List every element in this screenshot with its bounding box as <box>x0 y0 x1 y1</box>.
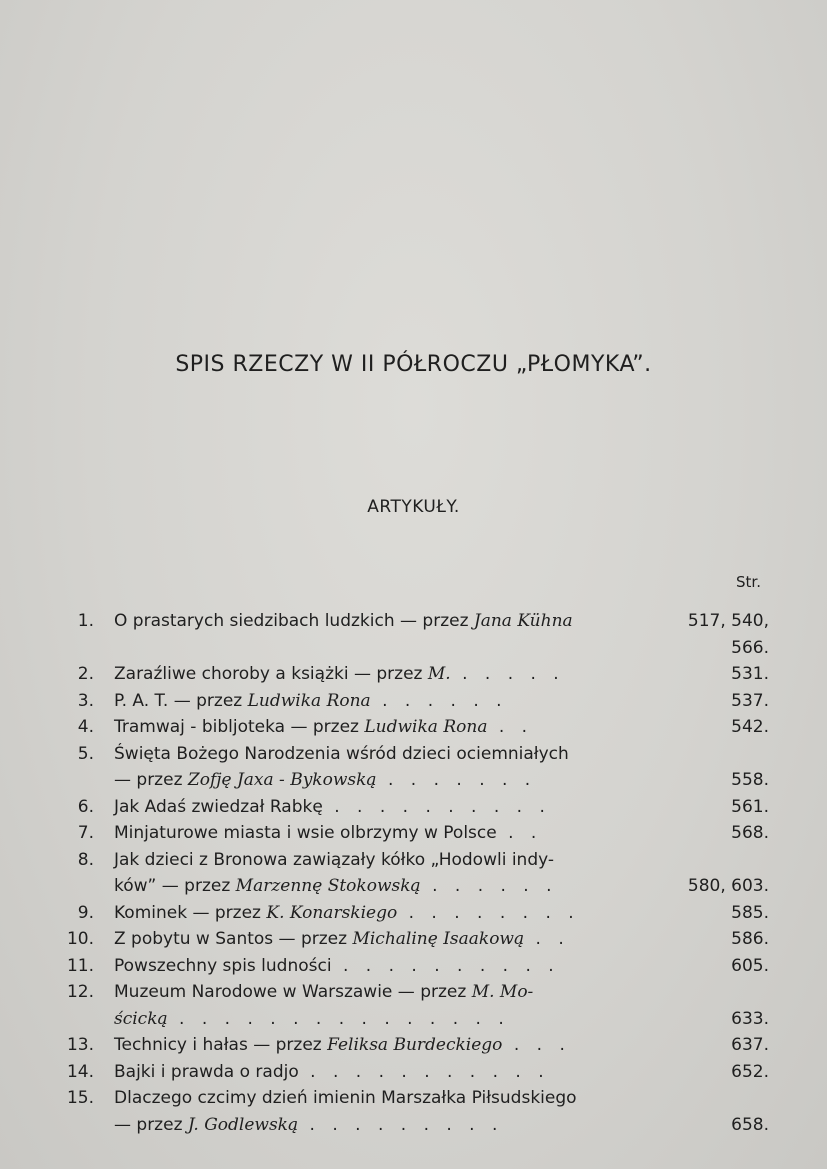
toc-line <box>0 979 827 1006</box>
entry-text <box>114 767 536 794</box>
toc-line <box>0 847 827 874</box>
entry-title: Bajki i prawda o radjo <box>114 1061 299 1082</box>
entry-title: Technicy i hałas — przez <box>114 1035 328 1055</box>
entry-title: Kominek — przez <box>114 902 267 923</box>
entry-pages: 585. <box>731 902 769 923</box>
entry-text <box>114 688 508 715</box>
section-heading: ARTYKUŁY. <box>367 497 460 517</box>
entry-text <box>114 1112 503 1139</box>
entry-author: Michalinę Isaakową <box>352 929 525 949</box>
entry-author: M. <box>427 664 451 684</box>
entry-number: 12. <box>66 982 94 1002</box>
entry-title: P. A. T. — przez <box>114 690 248 711</box>
entry-author: Marzennę Stokowską <box>235 876 421 896</box>
toc-line <box>0 1112 827 1139</box>
page-column-label: Str. <box>736 573 761 591</box>
entry-number: 9. <box>77 902 94 923</box>
entry-pages: 542. <box>731 717 769 737</box>
entry-title: Z pobytu w Santos — przez <box>114 929 353 949</box>
entry-pages: 537. <box>731 690 769 711</box>
entry-title: Jak Adaś zwiedzał Rabkę <box>114 796 323 817</box>
entry-title: Dlaczego czcimy dzień imienin Marszałka Piłsudskiego <box>114 1088 577 1108</box>
entry-pages: 658. <box>731 1114 769 1135</box>
entry-author: K. Konarskiego <box>266 902 398 923</box>
entry-text <box>114 900 580 927</box>
leader-dots: . . . . . . . . . . <box>322 796 551 817</box>
entry-text <box>114 1059 550 1086</box>
entry-pages: 637. <box>731 1035 769 1055</box>
entry-text <box>114 847 554 874</box>
entry-title: Zaraźliwe choroby a książki — przez <box>114 664 428 684</box>
leader-dots: . . . . . . . <box>376 770 537 790</box>
entry-author: Zofję Jaxa - Bykowską <box>187 770 377 790</box>
entry-author: M. Mo- <box>471 982 534 1002</box>
toc-line <box>0 900 827 927</box>
toc-line <box>0 714 827 741</box>
entry-number: 1. <box>77 611 94 631</box>
entry-title: Święta Bożego Narodzenia wśród dzieci ociemniałych <box>114 743 569 764</box>
entry-title: Tramwaj - bibljoteka — przez <box>114 717 365 737</box>
entry-author: Ludwika Rona <box>247 690 371 711</box>
entry-pages: 561. <box>731 796 769 817</box>
toc-line <box>0 1006 827 1033</box>
leader-dots: . . . . . <box>450 664 565 684</box>
entry-text <box>114 794 551 821</box>
leader-dots: . . . . . . . . . . . . . . . <box>167 1008 510 1029</box>
toc-line <box>0 1032 827 1059</box>
entry-text <box>114 926 570 953</box>
entry-number: 8. <box>77 849 94 870</box>
entry-text <box>114 1032 571 1059</box>
table-of-contents <box>0 608 827 1138</box>
entry-title: — przez <box>114 770 188 790</box>
entry-author: Jana Kühna <box>473 611 573 631</box>
entry-pages: 580, 603. <box>687 876 769 896</box>
entry-pages: 605. <box>731 955 769 976</box>
entry-pages: 531. <box>731 664 769 684</box>
entry-text <box>114 714 533 741</box>
toc-line <box>0 767 827 794</box>
entry-number: 15. <box>66 1088 94 1108</box>
entry-title: ków” — przez <box>114 876 236 896</box>
entry-text <box>114 608 573 635</box>
entry-number: 5. <box>77 743 94 764</box>
entry-number: 7. <box>77 823 94 843</box>
toc-line <box>0 820 827 847</box>
leader-dots: . . <box>496 823 543 843</box>
entry-pages: 652. <box>731 1061 769 1082</box>
entry-number: 4. <box>77 717 94 737</box>
entry-pages: 568. <box>731 823 769 843</box>
toc-line <box>0 741 827 768</box>
leader-dots: . . <box>487 717 534 737</box>
entry-text <box>114 661 565 688</box>
entry-number: 2. <box>77 664 94 684</box>
toc-line <box>0 1085 827 1112</box>
entry-text <box>114 1006 510 1033</box>
entry-title: Jak dzieci z Bronowa zawiązały kółko „Hodowli indy- <box>114 849 555 870</box>
leader-dots: . . . . . . . . <box>397 902 580 923</box>
entry-title: Minjaturowe miasta i wsie olbrzymy w Polsce <box>114 823 497 843</box>
entry-number: 6. <box>77 796 94 817</box>
toc-line <box>0 608 827 635</box>
leader-dots: . . . . . . <box>370 690 508 711</box>
entry-title: Muzeum Narodowe w Warszawie — przez <box>114 982 472 1002</box>
leader-dots: . . . <box>502 1035 571 1055</box>
entry-number: 3. <box>77 690 94 711</box>
leader-dots: . . . . . . . . . <box>298 1114 504 1135</box>
entry-pages: 586. <box>731 929 769 949</box>
toc-line <box>0 1059 827 1086</box>
entry-number: 11. <box>66 955 94 976</box>
entry-number: 10. <box>66 929 94 949</box>
toc-line <box>0 794 827 821</box>
entry-text <box>114 820 542 847</box>
leader-dots: . . <box>524 929 570 949</box>
entry-pages: 517, 540, <box>687 611 769 631</box>
entry-text <box>114 1085 577 1112</box>
leader-dots: . . . . . . <box>420 876 558 896</box>
entry-author: Ludwika Rona <box>364 717 488 737</box>
entry-text <box>114 953 560 980</box>
entry-number: 14. <box>66 1061 94 1082</box>
toc-line <box>0 953 827 980</box>
leader-dots: . . . . . . . . . . <box>331 955 560 976</box>
toc-line <box>0 926 827 953</box>
entry-title: Powszechny spis ludności <box>114 955 332 976</box>
entry-title: — przez <box>114 1114 188 1135</box>
entry-title: O prastarych siedzibach ludzkich — przez <box>114 611 474 631</box>
entry-pages: 566. <box>731 637 769 658</box>
entry-pages: 558. <box>731 770 769 790</box>
entry-text <box>114 873 558 900</box>
entry-text <box>114 979 533 1006</box>
entry-text <box>114 741 569 768</box>
entry-author: Feliksa Burdeckiego <box>327 1035 503 1055</box>
toc-line <box>0 688 827 715</box>
entry-author: ścicką <box>114 1008 168 1029</box>
page-title: SPIS RZECZY W II PÓŁROCZU „PŁOMYKA”. <box>175 352 652 377</box>
entry-author: J. Godlewską <box>187 1114 299 1135</box>
toc-line <box>0 873 827 900</box>
leader-dots: . . . . . . . . . . . <box>298 1061 550 1082</box>
entry-number: 13. <box>66 1035 94 1055</box>
toc-line <box>0 635 827 662</box>
toc-line <box>0 661 827 688</box>
entry-pages: 633. <box>731 1008 769 1029</box>
